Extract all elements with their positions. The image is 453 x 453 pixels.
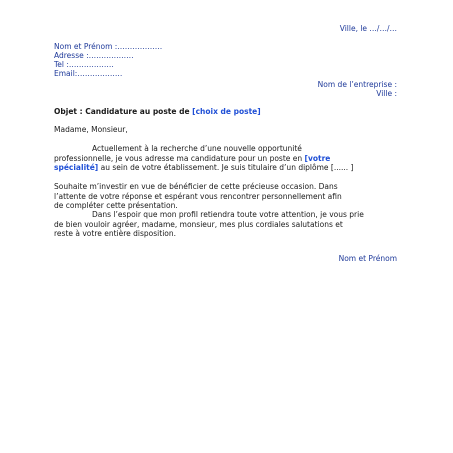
paragraph-1	[54, 144, 399, 173]
date-line: Ville, le …/…/…	[339, 24, 397, 33]
paragraph-2-line-3: de compléter cette présentation.	[54, 201, 178, 210]
specialty-placeholder-a: [votre	[304, 153, 331, 163]
paragraph-3-line-3: reste à votre entière disposition.	[54, 229, 177, 238]
subject-placeholder: [choix de poste]	[192, 107, 261, 116]
recipient-block	[318, 80, 397, 98]
sender-tel: Tel :………………	[54, 60, 114, 69]
paragraph-2-line-2: l’attente de votre réponse et espérant vous rencontrer personnellement afin	[54, 191, 342, 201]
subject-line	[54, 107, 261, 117]
paragraph-3-line-2: de bien vouloir agréer, madame, monsieur, mes plus cordiales salutations et	[54, 219, 343, 229]
recipient-city: Ville :	[376, 89, 397, 98]
paragraph-2-line-1: Souhaite m’investir en vue de bénéficier de cette précieuse occasion. Dans	[54, 182, 338, 191]
specialty-placeholder-b: spécialité]	[54, 163, 99, 172]
paragraph-1-line-2-text: professionnelle, je vous adresse ma candidature pour un poste en	[54, 153, 305, 163]
paragraph-3-line-1: Dans l’espoir que mon profil retiendra toute votre attention, je vous prie	[92, 210, 364, 219]
greeting: Madame, Monsieur,	[54, 125, 128, 134]
sender-email: Email:………………	[54, 69, 123, 78]
subject-prefix: Objet : Candidature au poste de	[54, 107, 193, 116]
paragraph-1-line-2	[54, 154, 399, 164]
paragraph-2	[54, 182, 399, 211]
paragraph-1-line-1: Actuellement à la recherche d’une nouvelle opportunité	[92, 144, 302, 153]
paragraph-3	[54, 210, 399, 239]
sender-address: Adresse :………………	[54, 51, 134, 60]
sender-name: Nom et Prénom :………………	[54, 42, 163, 51]
paragraph-1-line-3	[54, 163, 399, 173]
signature: Nom et Prénom	[338, 254, 397, 263]
recipient-company: Nom de l’entreprise :	[317, 80, 397, 89]
sender-block	[54, 42, 162, 78]
paragraph-1-line-3-text: au sein de votre établissement. Je suis titulaire d’un diplôme [...... ]	[98, 163, 354, 172]
